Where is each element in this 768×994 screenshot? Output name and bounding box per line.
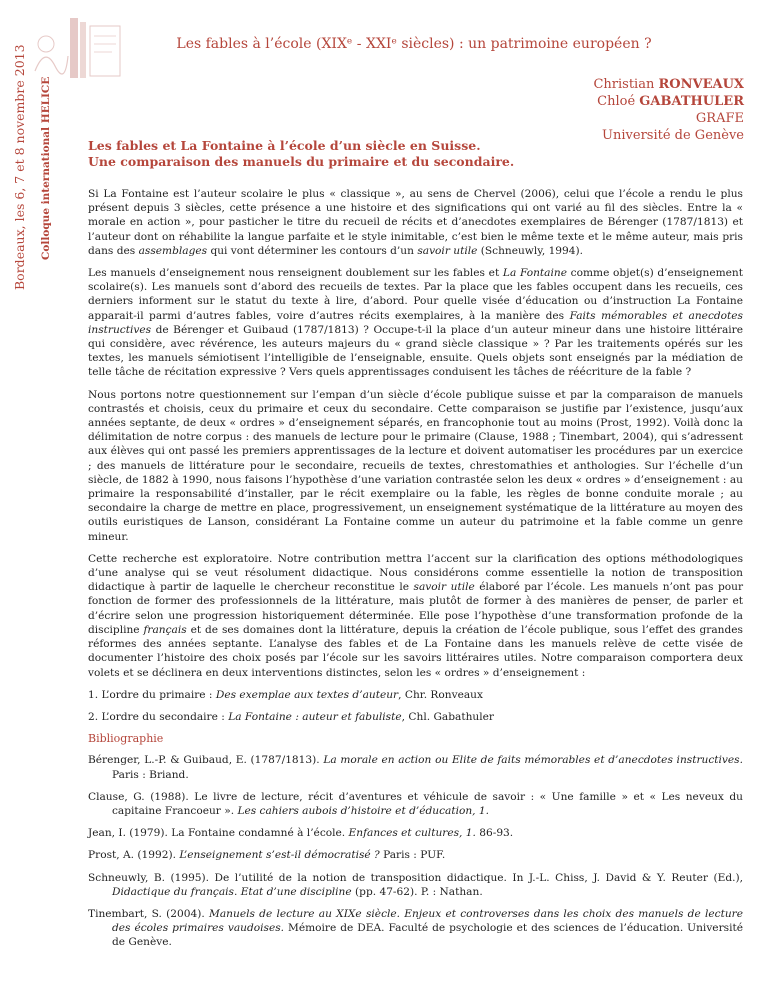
author-1: Christian RONVEAUX: [593, 77, 744, 92]
paragraph-4: Cette recherche est exploratoire. Notre contribution mettra l’accent sur la clarification des options méthodologiques d’une analyse qui se veut résolument didactique. Nous considérons comme essentielle la notion de transposition didactique à partir de laquelle le chercheur reconstitue le savoir utile élaboré par l’école. Les manuels n’ont pas pour fonction de former des professionnels de la littérature, mais plutôt de former à des manières de penser, de parler et d’écrire selon une progression historiquement déterminée. Elle pose l’hypothèse d’une transformation profonde de la discipline français et de ses domaines dont la littérature, depuis la création de l’école publique, sous l’effet des grandes réformes des années septante. L’analyse des fables et de La Fontaine dans les manuels relève de cette visée de documenter l’histoire des choix posés par l’école sur les savoirs littéraires utiles. Notre comparaison comportera deux volets et se déclinera en deux interventions distinctes, selon les « ordres » d’enseignement :: [88, 552, 744, 679]
article-title: Les fables et La Fontaine à l’école d’un siècle en Suisse. Une comparaison des manuels du primaire et du secondaire.: [88, 138, 515, 169]
bibliography-entry: Bérenger, L.-P. & Guibaud, E. (1787/1813). La morale en action ou Elite de faits mémorables et d’anecdotes instructives. Paris : Briand.: [88, 754, 743, 781]
conference-dates-vertical: [12, 44, 36, 290]
lab-name: GRAFE: [695, 111, 744, 126]
bibliography-entry: Schneuwly, B. (1995). De l’utilité de la notion de transposition didactique. In J.-L. Chiss, J. David & Y. Reuter (Ed.), Didactique du français. Etat d’une discipline (pp. 47-62). P. : Nathan.: [88, 871, 743, 898]
list-item: 2. L’ordre du secondaire : La Fontaine : auteur et fabuliste, Chl. Gabathuler: [88, 710, 494, 723]
university-name: Université de Genève: [602, 128, 744, 143]
conference-title: Les fables à l’école (XIXᵉ - XXIᵉ siècles) : un patrimoine européen ?: [176, 36, 652, 52]
bibliography-heading: Bibliographie: [88, 732, 164, 746]
colloque-name: Colloque international HELICE: [40, 76, 52, 260]
intervention-list: [88, 688, 743, 724]
colloque-name-vertical: [40, 76, 60, 260]
conference-dates: Bordeaux, les 6, 7 et 8 novembre 2013: [12, 44, 27, 290]
article-body: [88, 187, 743, 958]
paragraph-2: Les manuels d’enseignement nous renseignent doublement sur les fables et La Fontaine comme objet(s) d’enseignement scolaire(s). Les manuels sont d’abord des recueils de textes. Par la place que les fables occupent dans les recueils, ces derniers informent sur le statut du texte à lire, d’abord. Pour quelle visée d’éducation ou d’instruction La Fontaine apparait-il parmi d’autres fables, voire d’autres récits exemplaires, à la manière des Faits mémorables et anecdotes instructives de Bérenger et Guibaud (1787/1813) ? Occupe-t-il la place d’un auteur mineur dans une histoire littéraire qui considère, avec révérence, les auteurs majeurs du « grand siècle classique » ? Par les traitements opérés sur les textes, les manuels sémiotisent l’intelligible de l’enseignable, ensuite. Quels objets sont enseignés par la médiation de telle tâche de récitation expressive ? Vers quels apprentissages conduisent les tâches de réécriture de la fable ?: [88, 267, 744, 379]
paragraph-3: Nous portons notre questionnement sur l’empan d’un siècle d’école publique suisse et par la comparaison de manuels contrastés et choisis, ceux du primaire et ceux du secondaire. Cette comparaison se justifie par l’existence, jusqu’aux années septante, de deux « ordres » d’enseignement séparés, en francophonie tout au moins (Prost, 1992). Voilà donc la délimitation de notre corpus : des manuels de lecture pour le primaire (Clause, 1988 ; Tinembart, 2004), qui s’adressent aux élèves qui ont passé les premiers apprentissages de la lecture et doivent automatiser les procédures par un exercice ; des manuels de littérature pour le secondaire, recueils de textes, chrestomathies et anthologies. Sur l’échelle d’un siècle, de 1882 à 1990, nous faisons l’hypothèse d’une variation contrastée selon les deux « ordres » d’enseignement : au primaire la responsabilité d’installer, par le récit exemplaire ou la fable, les règles de bonne conduite morale ; au secondaire la charge de mettre en place, progressivement, un enseignement systématique de la littérature au moyen des outils euristiques de Lanson, considérant La Fontaine comme un auteur du patrimoine et la fable comme un genre mineur.: [88, 388, 743, 543]
author-2: Chloé GABATHULER: [597, 94, 744, 109]
bibliography-entry: Tinembart, S. (2004). Manuels de lecture au XIXe siècle. Enjeux et controverses dans les choix des manuels de lecture des écoles primaires vaudoises. Mémoire de DEA. Faculté de psychologie et des sciences de l’éducation. Université de Genève.: [88, 907, 743, 949]
paragraph-1: Si La Fontaine est l’auteur scolaire le plus « classique », au sens de Chervel (2006), celui que l’école a rendu le plus présent depuis 3 siècles, cette présence a une histoire et des significations qui ont varié au fil des siècles. Entre la « morale en action », pour pasticher le titre du recueil de récits et d’anecdotes exemplaires de Bérenger (1787/1813) et l’auteur dont on réhabilite la langue parfaite et le style inimitable, c’est bien le même texte et le même auteur, mais pris dans des assemblages qui vont déterminer les contours d’un savoir utile (Schneuwly, 1994).: [88, 188, 743, 257]
list-item: 1. L’ordre du primaire : Des exemplae aux textes d’auteur, Chr. Ronveaux: [88, 688, 483, 701]
bibliography-entry: Prost, A. (1992). L’enseignement s’est-il démocratisé ? Paris : PUF.: [88, 849, 446, 862]
authors-block: [593, 76, 744, 144]
bibliography-entry: Jean, I. (1979). La Fontaine condamné à l’école. Enfances et cultures, 1. 86-93.: [88, 827, 514, 840]
bibliography-entry: Clause, G. (1988). Le livre de lecture, récit d’aventures et véhicule de savoir : « Une famille » et « Les neveux du capitaine Francoeur ». Les cahiers aubois d’histoire et d’éducation, 1.: [88, 790, 743, 817]
